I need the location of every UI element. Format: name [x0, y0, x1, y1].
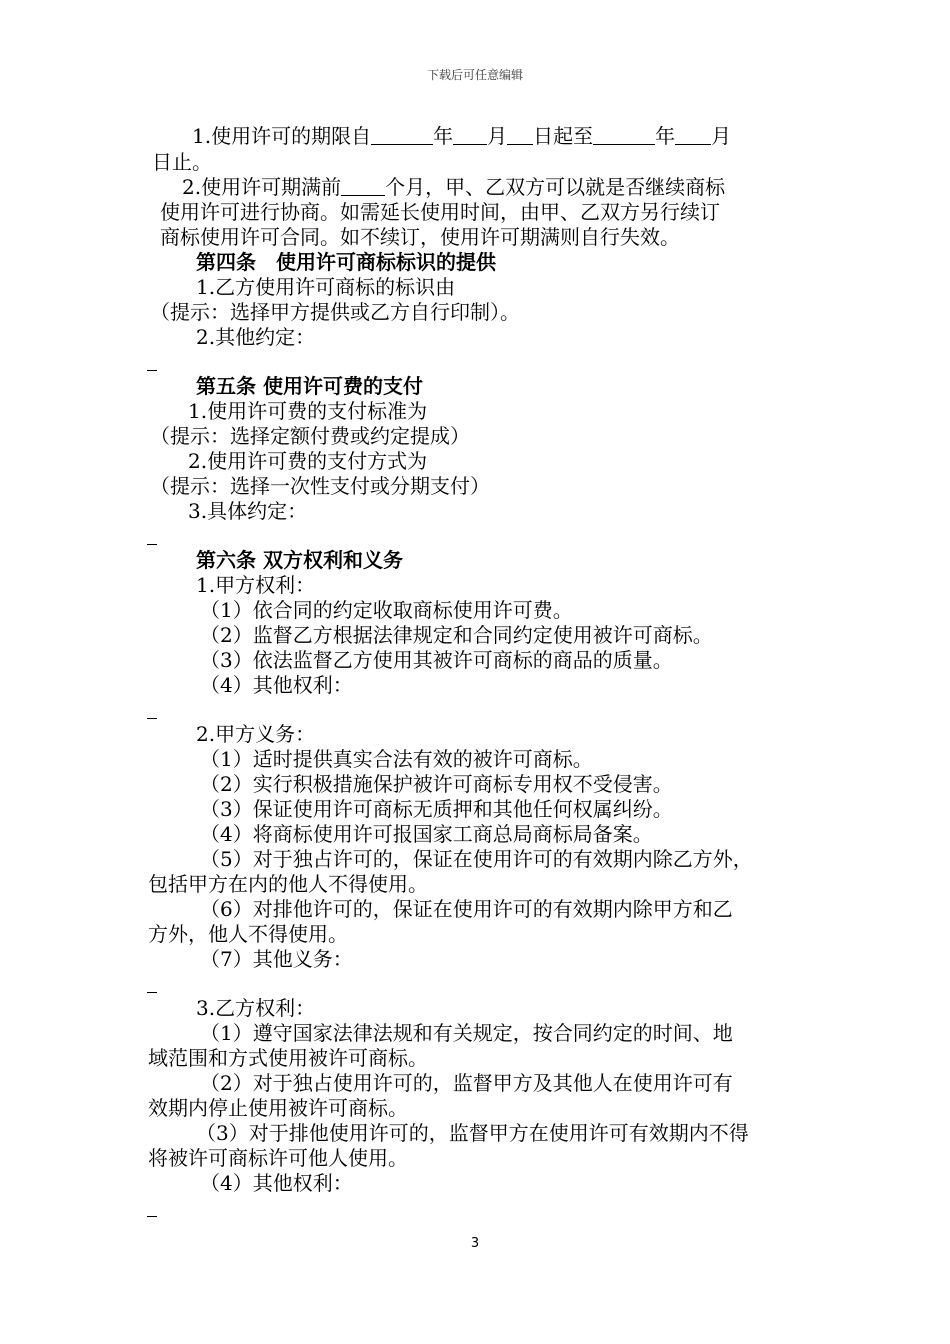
article-heading: [196, 374, 423, 398]
text-line: [200, 747, 593, 771]
text-segment: 1.甲方权利：: [196, 573, 316, 597]
text-segment: 2.使用许可期满前: [182, 175, 342, 199]
blank-field[interactable]: [371, 124, 433, 145]
text-segment: 1.使用许可费的支付标准为: [188, 399, 428, 423]
text-segment: （3）保证使用许可商标无质押和其他任何权属纠纷。: [200, 797, 673, 821]
text-line: [200, 648, 673, 672]
text-segment: 1.乙方使用许可商标的标识由: [196, 275, 456, 299]
text-segment: 月: [711, 124, 732, 148]
text-line: [196, 573, 315, 597]
text-segment: （提示：选择甲方提供或乙方自行印制）。: [150, 300, 520, 324]
text-line: [196, 275, 455, 299]
blank-line-marker: [147, 718, 157, 719]
text-segment: 包括甲方在内的他人不得使用。: [148, 872, 428, 896]
text-segment: 将被许可商标许可他人使用。: [148, 1146, 408, 1170]
text-segment: 效期内停止使用被许可商标。: [148, 1096, 408, 1120]
page-header: 下载后可任意编辑: [426, 68, 523, 82]
text-segment: 3.具体约定：: [188, 499, 308, 523]
text-segment: 年: [433, 124, 454, 148]
article-heading: [196, 548, 403, 572]
page-number: 3: [470, 1236, 480, 1251]
text-segment: 2.使用许可费的支付方式为: [188, 449, 428, 473]
text-segment: 3.乙方权利：: [196, 996, 316, 1020]
text-segment: 第六条 双方权利和义务: [196, 548, 403, 572]
text-segment: 个月，甲、乙双方可以就是否继续商标: [385, 175, 726, 199]
text-line: [200, 822, 653, 846]
text-segment: 日起至: [533, 124, 594, 148]
text-segment: 域范围和方式使用被许可商标。: [148, 1046, 428, 1070]
text-line: [160, 225, 680, 249]
blank-field[interactable]: [341, 175, 385, 196]
text-line: [200, 598, 573, 622]
blank-field[interactable]: [675, 124, 711, 145]
text-line: [148, 1146, 408, 1170]
text-line: [188, 499, 307, 523]
text-segment: 商标使用许可合同。如不续订，使用许可期满则自行失效。: [160, 225, 680, 249]
text-segment: （提示：选择定额付费或约定提成）: [150, 424, 470, 448]
text-segment: 月: [487, 124, 508, 148]
text-segment: 使用许可进行协商。如需延长使用时间，由甲、乙双方另行续订: [160, 200, 720, 224]
text-segment: （提示：选择一次性支付或分期支付）: [150, 474, 490, 498]
text-segment: （2）实行积极措施保护被许可商标专用权不受侵害。: [200, 772, 673, 796]
text-line: [196, 722, 315, 746]
blank-line-marker: [147, 992, 157, 993]
text-line: [148, 1046, 428, 1070]
text-segment: 第五条 使用许可费的支付: [196, 374, 423, 398]
article-heading: [196, 250, 496, 274]
text-line: [188, 399, 427, 423]
text-line: [200, 623, 713, 647]
text-line: [200, 797, 673, 821]
text-line: [200, 1071, 733, 1095]
text-line: [150, 300, 520, 324]
text-line: [200, 847, 753, 871]
blank-line-marker: [147, 1216, 157, 1217]
text-line: [192, 124, 731, 148]
text-segment: （3）依法监督乙方使用其被许可商标的商品的质量。: [200, 648, 673, 672]
text-segment: 年: [655, 124, 676, 148]
text-segment: （2）监督乙方根据法律规定和合同约定使用被许可商标。: [200, 623, 713, 647]
text-segment: （1）依合同的约定收取商标使用许可费。: [200, 598, 573, 622]
blank-field[interactable]: [453, 124, 487, 145]
text-segment: （4）其他权利：: [200, 673, 353, 697]
text-segment: 第四条 使用许可商标标识的提供: [196, 250, 496, 274]
text-line: [150, 474, 490, 498]
text-segment: （6）对排他许可的，保证在使用许可的有效期内除甲方和乙: [200, 897, 733, 921]
text-segment: （5）对于独占许可的，保证在使用许可的有效期内除乙方外，: [200, 847, 753, 871]
text-line: [148, 1096, 408, 1120]
blank-field[interactable]: [507, 124, 533, 145]
text-segment: 日止。: [152, 150, 212, 174]
text-segment: （2）对于独占使用许可的，监督甲方及其他人在使用许可有: [200, 1071, 733, 1095]
text-segment: （4）将商标使用许可报国家工商总局商标局备案。: [200, 822, 653, 846]
text-line: [196, 325, 315, 349]
text-line: [148, 922, 348, 946]
text-segment: 2.甲方义务：: [196, 722, 316, 746]
text-line: [152, 150, 212, 174]
text-line: [182, 175, 725, 199]
text-line: [200, 673, 353, 697]
blank-field[interactable]: [593, 124, 655, 145]
text-segment: 1.使用许可的期限自: [192, 124, 372, 148]
text-segment: （3）对于排他使用许可的，监督甲方在使用许可有效期内不得: [196, 1121, 749, 1145]
text-segment: （1）适时提供真实合法有效的被许可商标。: [200, 747, 593, 771]
text-segment: 方外，他人不得使用。: [148, 922, 348, 946]
text-line: [160, 200, 720, 224]
text-segment: （4）其他权利：: [200, 1171, 353, 1195]
text-line: [188, 449, 427, 473]
text-line: [196, 996, 315, 1020]
text-line: [200, 1171, 353, 1195]
text-segment: 2.其他约定：: [196, 325, 316, 349]
text-line: [200, 897, 733, 921]
text-line: [196, 1121, 749, 1145]
text-line: [150, 424, 470, 448]
blank-line-marker: [147, 544, 157, 545]
text-line: [200, 947, 353, 971]
blank-line-marker: [147, 370, 157, 371]
text-line: [148, 872, 428, 896]
text-segment: （7）其他义务：: [200, 947, 353, 971]
text-segment: （1）遵守国家法律法规和有关规定，按合同约定的时间、地: [200, 1021, 733, 1045]
text-line: [200, 1021, 733, 1045]
text-line: [200, 772, 673, 796]
